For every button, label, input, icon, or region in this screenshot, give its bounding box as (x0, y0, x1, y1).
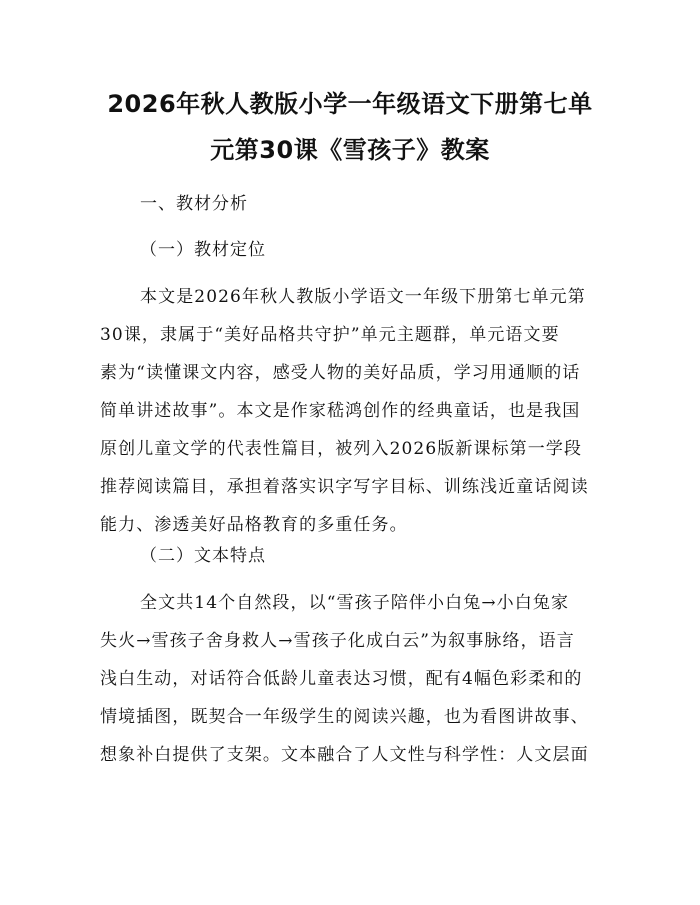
paragraph-1-line: 推荐阅读篇目，承担着落实识字写字目标、训练浅近童话阅读 (100, 477, 589, 497)
document-title-line-2: 元第30课《雪孩子》教案 (210, 136, 490, 164)
paragraph-1-line: 素为“读懂课文内容，感受人物的美好品质，学习用通顺的话 (100, 363, 581, 383)
paragraph-2-line: 全文共14个自然段，以“雪孩子陪伴小白兔→小白兔家 (140, 593, 570, 613)
document-title-line-1: 2026年秋人教版小学一年级语文下册第七单 (107, 90, 593, 118)
paragraph-1-line: 本文是2026年秋人教版小学语文一年级下册第七单元第 (140, 287, 586, 307)
paragraph-1-line: 能力、渗透美好品格教育的多重任务。 (100, 515, 408, 535)
paragraph-1-line: 30课，隶属于“美好品格共守护”单元主题群，单元语文要 (100, 325, 560, 345)
paragraph-1-line: 原创儿童文学的代表性篇目，被列入2026版新课标第一学段 (100, 439, 583, 459)
paragraph-2-line: 情境插图，既契合一年级学生的阅读兴趣，也为看图讲故事、 (100, 707, 589, 727)
subsection-heading-positioning: （一）教材定位 (140, 240, 266, 260)
paragraph-2-line: 浅白生动，对话符合低龄儿童表达习惯，配有4幅色彩柔和的 (100, 669, 583, 689)
paragraph-2-line: 想象补白提供了支架。文本融合了人文性与科学性：人文层面 (100, 745, 589, 765)
paragraph-1-line: 简单讲述故事”。本文是作家嵇鸿创作的经典童话，也是我国 (100, 401, 581, 421)
section-heading-textbook-analysis: 一、教材分析 (140, 194, 248, 214)
subsection-heading-text-features: （二）文本特点 (140, 546, 266, 566)
paragraph-2-line: 失火→雪孩子舍身救人→雪孩子化成白云”为叙事脉络，语言 (100, 631, 575, 651)
